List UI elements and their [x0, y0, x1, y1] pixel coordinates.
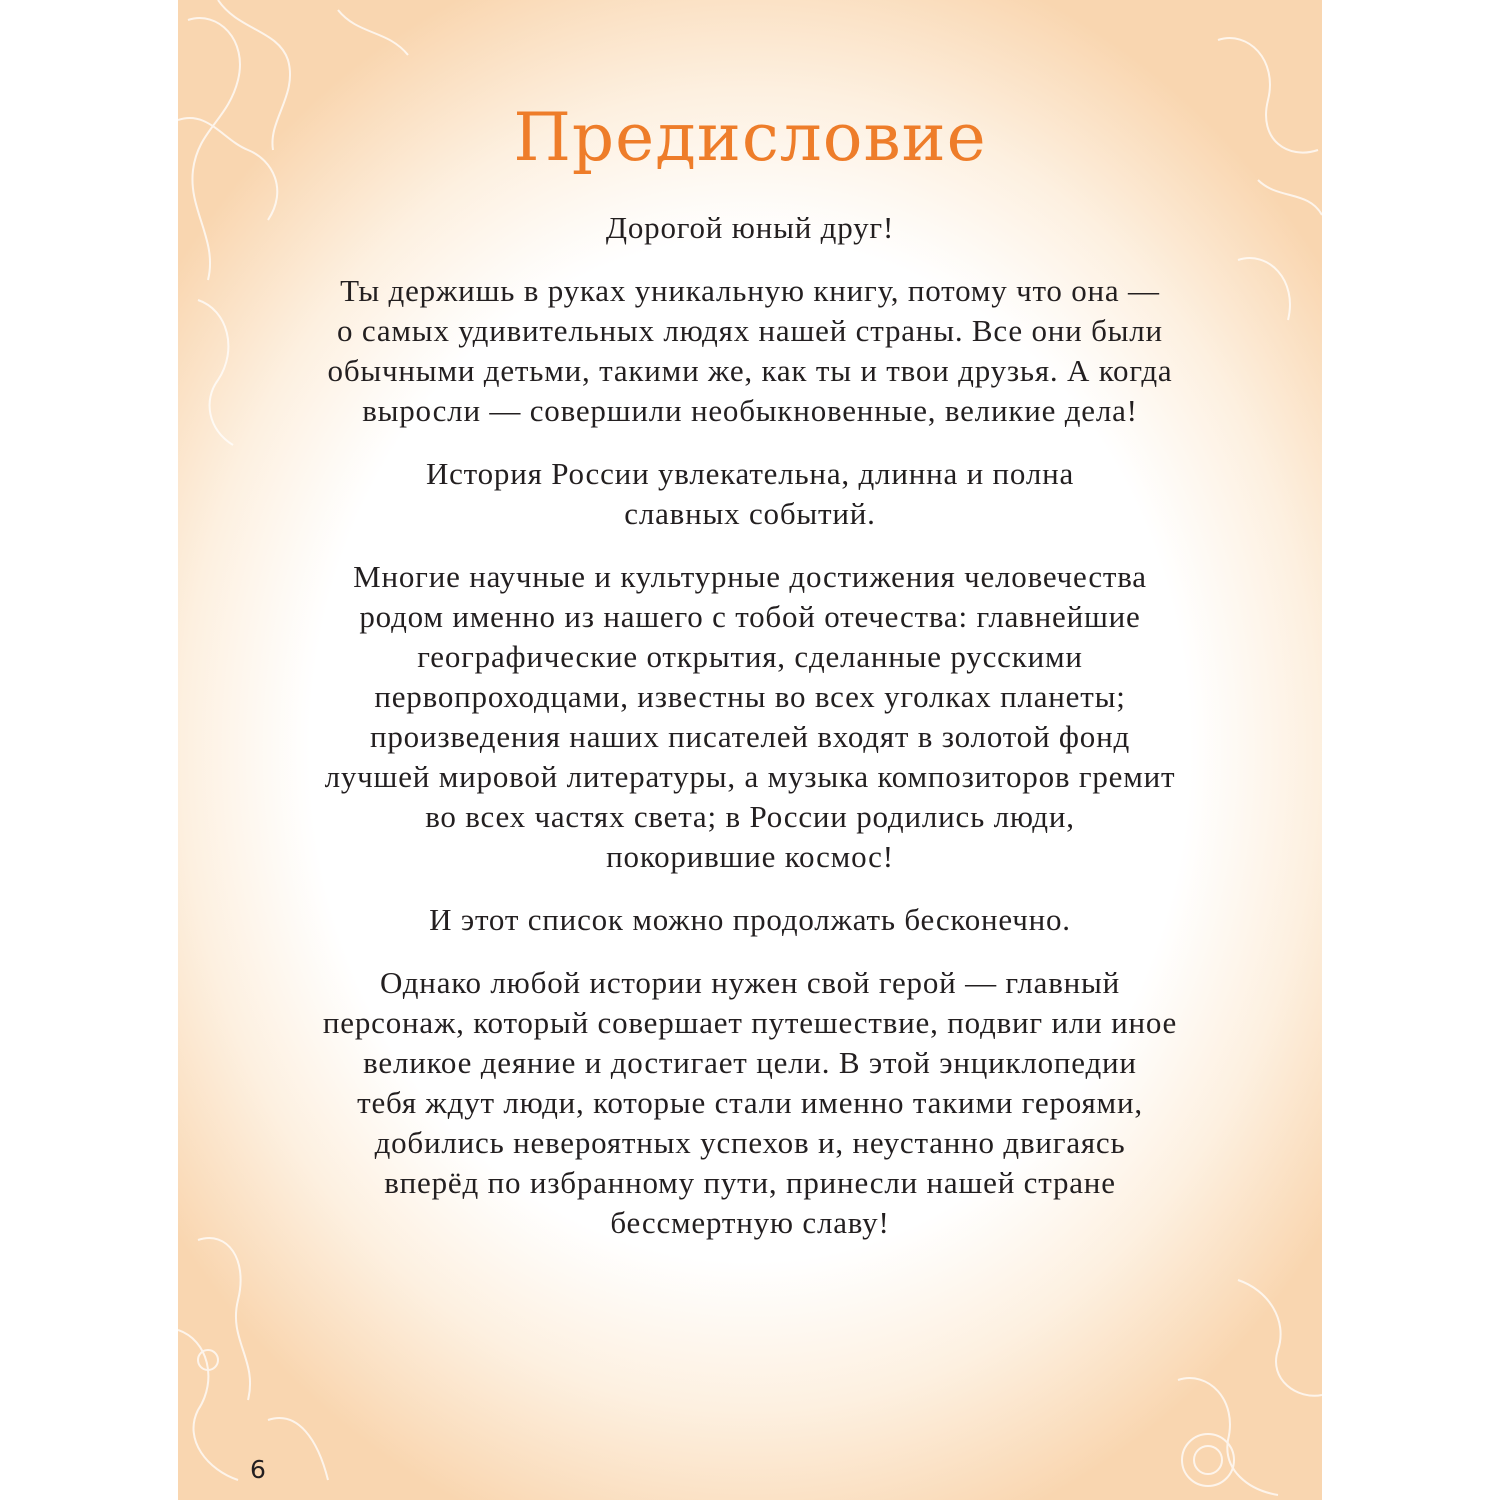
page-title: Предисловие — [513, 99, 987, 176]
book-page — [178, 0, 1322, 1500]
body-paragraph: Многие научные и культурные достижения человечества родом именно из нашего с тобой отечества: главнейшие географические открытия, сделанные русскими первопроходцами, известны во всех уголках планеты; произведения наших писателей входят в золотой фонд лучшей мировой литературы, а музыка композиторов гремит во всех частях света; в России родились люди, покорившие космос! — [324, 559, 1176, 874]
body-paragraph: Однако любой истории нужен свой герой — главный персонаж, который совершает путешествие, подвиг или иное великое деяние и достигает цели. В этой энциклопедии тебя ждут люди, которые стали именно такими героями, добились невероятных успехов и, неустанно двигаясь вперёд по избранному пути, принесли нашей стране бессмертную славу! — [322, 965, 1178, 1240]
greeting-paragraph: Дорогой юный друг! — [605, 210, 895, 245]
page-number: 6 — [250, 1455, 266, 1484]
preface-body — [268, 208, 1232, 1266]
body-paragraph: История России увлекательна, длинна и полна славных событий. — [425, 456, 1075, 531]
body-paragraph: И этот список можно продолжать бесконечно. — [429, 902, 1071, 937]
body-paragraph: Ты держишь в руках уникальную книгу, потому что она — о самых удивительных людях нашей страны. Все они были обычными детьми, такими же, как ты и твои друзья. А когда выросли — совершили необыкновенные, великие дела! — [327, 273, 1173, 428]
